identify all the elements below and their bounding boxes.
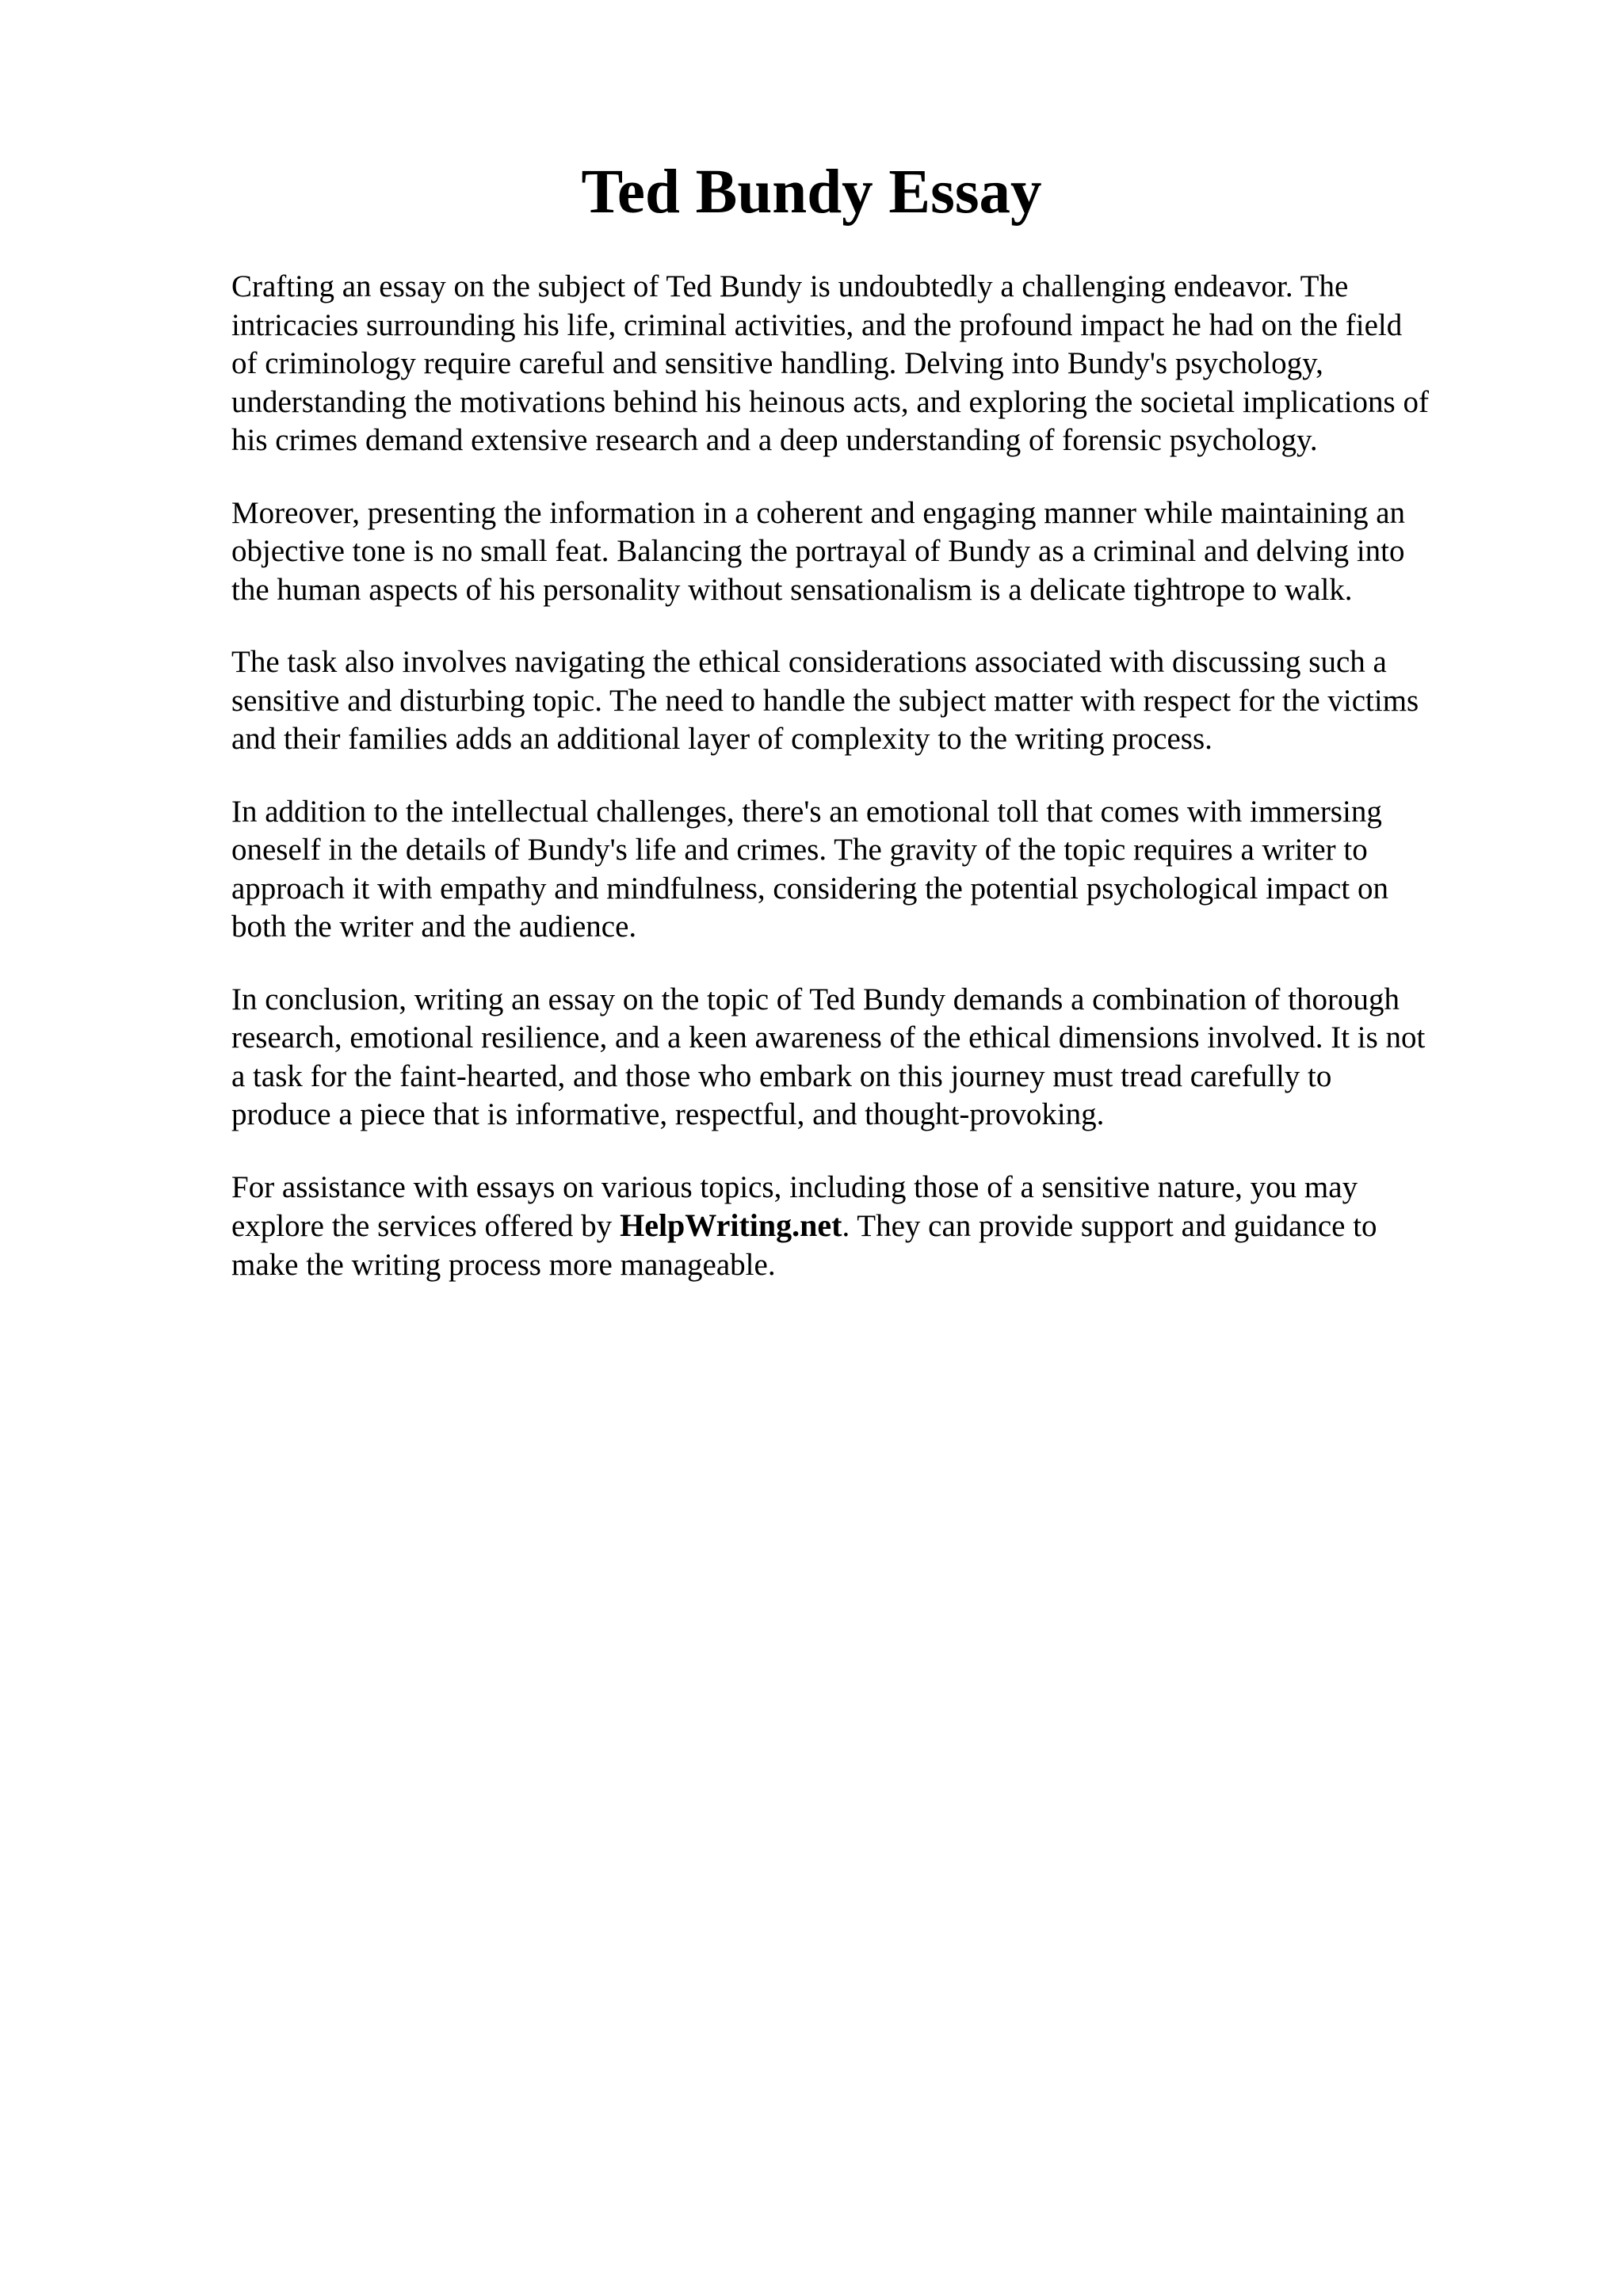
paragraph-2 bbox=[231, 494, 1515, 610]
paragraph-line bbox=[231, 1207, 1515, 1246]
paragraph-1 bbox=[231, 268, 1515, 460]
paragraph-line: Crafting an essay on the subject of Ted Bundy is undoubtedly a challenging endeavor. The bbox=[231, 269, 1349, 303]
closing-text-after-link: . They can provide support and guidance to bbox=[842, 1209, 1377, 1243]
paragraph-line: both the writer and the audience. bbox=[231, 910, 637, 944]
paragraph-line: make the writing process more manageable. bbox=[231, 1247, 776, 1282]
paragraph-line: In conclusion, writing an essay on the topic of Ted Bundy demands a combination of thorough bbox=[231, 982, 1400, 1016]
paragraph-line: and their families adds an additional layer of complexity to the writing process. bbox=[231, 722, 1212, 756]
paragraph-4 bbox=[231, 793, 1515, 947]
paragraph-line: his crimes demand extensive research and a deep understanding of forensic psychology. bbox=[231, 423, 1318, 457]
essay-title: Ted Bundy Essay bbox=[581, 158, 1042, 227]
paragraph-line: sensitive and disturbing topic. The need to handle the subject matter with respect for the victims bbox=[231, 683, 1419, 718]
paragraph-line: For assistance with essays on various topics, including those of a sensitive nature, you may bbox=[231, 1169, 1358, 1204]
paragraph-5 bbox=[231, 981, 1515, 1135]
paragraph-line: the human aspects of his personality without sensationalism is a delicate tightrope to walk. bbox=[231, 572, 1353, 607]
paragraph-line: objective tone is no small feat. Balancing the portrayal of Bundy as a criminal and delving into bbox=[231, 534, 1405, 568]
paragraph-line: Moreover, presenting the information in a coherent and engaging manner while maintaining an bbox=[231, 495, 1406, 530]
helpwriting-link[interactable]: HelpWriting.net bbox=[620, 1207, 842, 1243]
paragraph-line: produce a piece that is informative, respectful, and thought-provoking. bbox=[231, 1097, 1105, 1131]
closing-paragraph bbox=[231, 1169, 1515, 1285]
paragraph-line: understanding the motivations behind his heinous acts, and exploring the societal implications of bbox=[231, 384, 1429, 419]
paragraph-3 bbox=[231, 643, 1515, 759]
paragraph-line: intricacies surrounding his life, criminal activities, and the profound impact he had on the field bbox=[231, 307, 1403, 342]
closing-text-before-link: explore the services offered by bbox=[231, 1209, 613, 1243]
paragraph-line: a task for the faint-hearted, and those who embark on this journey must tread carefully to bbox=[231, 1058, 1332, 1093]
paragraph-line: of criminology require careful and sensitive handling. Delving into Bundy's psychology, bbox=[231, 346, 1323, 380]
paragraph-line: research, emotional resilience, and a keen awareness of the ethical dimensions involved. It is not bbox=[231, 1020, 1426, 1055]
essay-body bbox=[231, 268, 1515, 1318]
paragraph-line: oneself in the details of Bundy's life and crimes. The gravity of the topic requires a writer to bbox=[231, 833, 1368, 867]
paragraph-line: approach it with empathy and mindfulness, considering the potential psychological impact on bbox=[231, 871, 1388, 906]
paragraph-line: The task also involves navigating the ethical considerations associated with discussing such a bbox=[231, 645, 1387, 679]
paragraph-line: In addition to the intellectual challenges, there's an emotional toll that comes with immersing bbox=[231, 794, 1382, 829]
